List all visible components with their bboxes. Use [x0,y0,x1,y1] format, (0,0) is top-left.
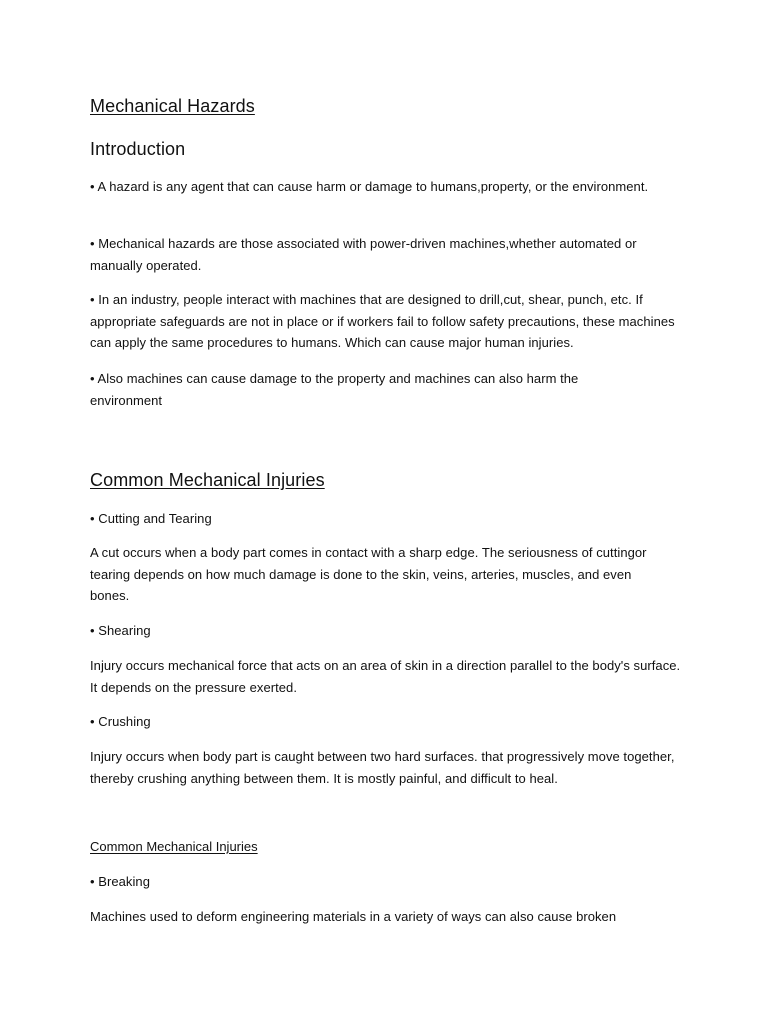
document-title: Mechanical Hazards [90,96,255,116]
injury-description: A cut occurs when a body part comes in contact with a sharp edge. The seriousness of cuttingor tearing depends on how much damage is done to the skin, veins, arteries, muscles, and even bones. [90,545,647,603]
intro-point: • A hazard is any agent that can cause harm or damage to humans,property, or the environment. [90,179,649,194]
injury-name: • Cutting and Tearing [90,511,212,526]
intro-heading: Introduction [90,139,186,159]
injury-description: Injury occurs mechanical force that acts on an area of skin in a direction parallel to the body's surface. It depends on the pressure exerted. [90,658,681,695]
injury-name: • Shearing [90,623,151,638]
injury-name: • Breaking [90,874,150,889]
injuries-heading-2: Common Mechanical Injuries [90,839,258,854]
intro-point: • Mechanical hazards are those associated with power-driven machines,whether automated or manually operated. [90,236,637,273]
injury-description: Injury occurs when body part is caught between two hard surfaces. that progressively move together, thereby crushing anything between them. It is mostly painful, and difficult to heal. [90,749,675,786]
intro-point: • Also machines can cause damage to the property and machines can also harm the environment [90,371,579,408]
injury-name: • Crushing [90,714,151,729]
injury-description: Machines used to deform engineering materials in a variety of ways can also cause broken [90,909,617,924]
document-page [90,0,690,1024]
injuries-heading: Common Mechanical Injuries [90,470,325,490]
intro-point: • In an industry, people interact with machines that are designed to drill,cut, shear, punch, etc. If appropriate safeguards are not in place or if workers fail to follow safety precautions, these machines can apply the same procedures to humans. Which can cause major human injuries. [90,292,675,350]
